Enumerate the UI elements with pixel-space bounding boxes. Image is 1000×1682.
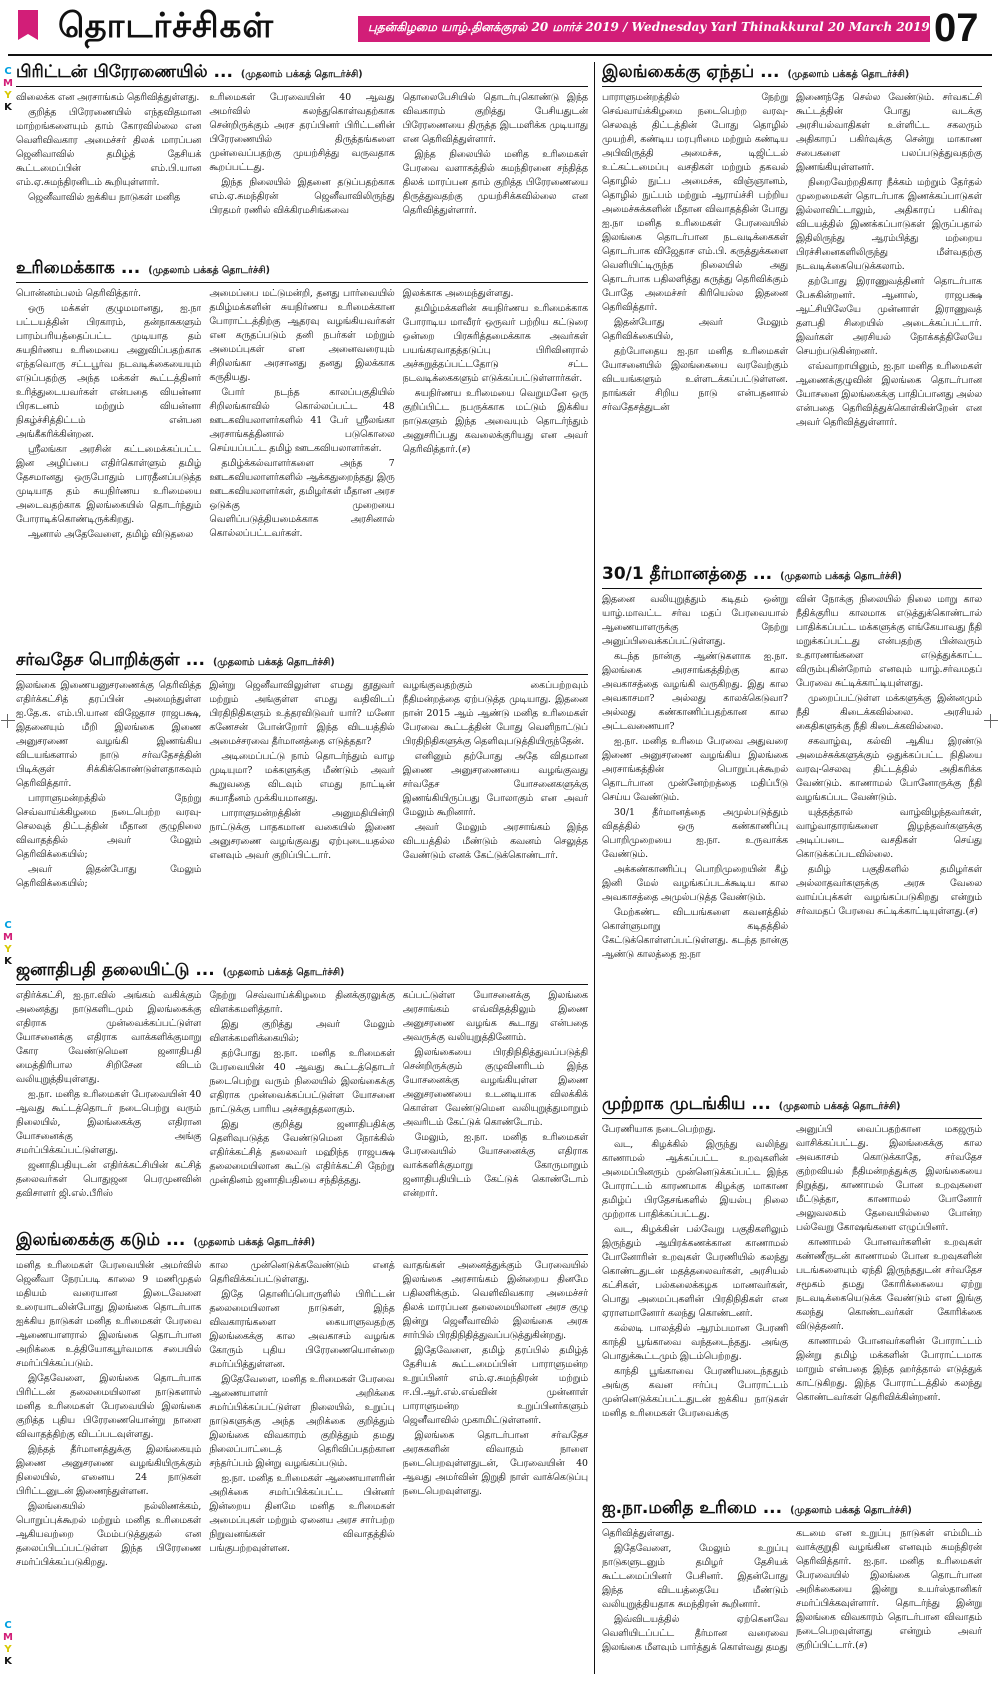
paragraph: இலங்கை தொடர்பான சர்வதேச அரசுகளின் விவாதம் நாளை நடைபெறவுள்ளதுடன், பேரவையின் 40 ஆவது அமர்வின் இறுதி நாள் வாக்கெடுப்பு நடைபெறவுள்ளது. [402,1430,588,1497]
paragraph: பொன்னம்பலம் தெரிவித்தார். [16,288,141,299]
paragraph: தற்போது ஐ.நா. மனித உரிமைகள் பேரவையின் 40 ஆவது கூட்டத்தொடர் நடைபெற்று வரும் நிலையில் இலங்கைக்கு எதிராக முன்வைக்கப்பட்டுள்ள யோசனை நாட்டுக்கு பாரிய அச்சுறுத்தலாகும். [209,1048,395,1115]
article-header [16,258,588,283]
paragraph: குறித்த பிரேரணையில் எந்தவிதமான மாற்றங்களையும் தாம் கோரவில்லை என வெளிவிவகார அமைச்சர் திலக் மாரப்பன ஜெனிவாவில் தமிழ்த் தேசியக் கூட்டமைப்பின் எம்.பி.யான எம்.ஏ.சுமந்திரனிடம் கூறியுள்ளார். [16,107,202,188]
article-column [209,989,394,1202]
paragraph: எதிர்க்கட்சி, ஐ.நா.வில் அங்கம் வகிக்கும் அனைத்து நாடுகளிடமும் இலங்கைக்கு எதிராக முன்வைக்கப்பட்டுள்ள யோசனைக்கு எதிராக வாக்களிக்குமாறு கோர வேண்டுமென ஜனாதிபதி மைத்திரிபால சிறிசேன விடம் வலியுறுத்தியுள்ளது. [16,990,202,1085]
paragraph: தெரிவித்துள்ளது. [602,1528,675,1539]
article-column [403,679,588,892]
article-title: ஜனாதிபதி தலையிட்டு ... [16,960,215,980]
article-column [403,1259,588,1571]
paragraph: ஐ.நா. மனித உரிமைகள் ஆணையாளரின் அறிக்கை சமர்ப்பிக்கப்பட்ட பின்னர் இன்றைய தினமே மனித உரிமைகள் அமைப்புகள் மற்றும் ஏனைய அரச சார்பற்ற நிறுவனங்கள் விவாதத்தில் பங்குபற்றவுள்ளன. [209,1473,395,1554]
paragraph: இலக்காக அமைந்துள்ளது. [402,288,514,299]
paragraph: அமைப்பை மட்டுமன்றி, தனது பார்வையில் தமிழ்மக்களின் சுயநிர்ணய உரிமைக்கான போராட்டத்திற்கு ஆதரவு வழங்கியவர்கள் என கருதப்படும் தனி நபர்கள் மற்றும் அமைப்புகள் என அனைவரையும் சிறிலங்கா அரசானது தனது இலக்காக கருதியது. [209,288,395,383]
paragraph: இதேவேளை, இலங்கை தொடர்பாக பிரிட்டன் தலைமையிலான நாடுகளால் மனித உரிமைகள் பேரவையில் இலங்கை குறித்த புதிய பிரேரணையொன்று நாளை விவாதத்திற்கு விடப்படவுள்ளது. [16,1373,202,1440]
article-column [16,287,201,543]
continuation-label: (முதலாம் பக்கத் தொடர்ச்சி) [778,1101,901,1112]
registration-mark-icon [984,714,998,728]
paragraph: ஐ.நா. மனித உரிமை பேரவை அதுவரை இணை அனுசரணை வழங்கிய இலங்கை அரசாங்கத்தின் பொறுப்புக்கூறல் தொடர்பான முன்னேற்றத்தை மதிப்பீடு செய்ய வேண்டும். [602,736,788,803]
continuation-label: (முதலாம் பக்கத் தொடர்ச்சி) [240,69,363,80]
paragraph: கடமை என உறுப்பு நாடுகள் எம்மிடம் வாக்குறுதி வழங்கின எனவும் சுமந்திரன் தெரிவித்தார். ஐ.நா. மனித உரிமைகள் பேரவையில் இலங்கை தொடர்பான அறிக்கையை இன்று உயர்ஸ்தானிகர் சமர்ப்பிக்கவுள்ளார். தொடர்ந்து இன்று இலங்கை விவகாரம் தொடர்பான விவாதம் நடைபெறவுள்ளது என்றும் அவர் குறிப்பிட்டார்.(ச) [796,1528,982,1651]
article-header [602,62,982,87]
article-title: இலங்கைக்கு கடும் ... [16,1230,186,1250]
paragraph: இதன்போது அவர் மேலும் தெரிவிக்கையில், [602,317,788,342]
registration-mark-icon [1,714,15,728]
paragraph: இணைந்தே செல்ல வேண்டும். சர்வகட்சி கூட்டத்தின் போது வடக்கு அரசியல்வாதிகள் உள்ளிட்ட சகலரும் அதிகாரப் பகிர்வுக்கு சென்று மாகாண சபைகளை பலப்படுத்துவதற்கு இணங்கியுள்ளனர். [796,92,982,173]
paragraph: அடிமைப்பட்டு நாம் தொடர்ந்தும் வாழ முடியுமா? மக்களுக்கு மீண்டும் அவர் கூறுவதை விடவும் எமது நாட்டின் சுயாதீனம் முக்கியமானது. [209,751,395,804]
paragraph: வட, கிழக்கில் இருந்து வலிந்து காணாமல் ஆக்கப்பட்ட உறவுகளின் அமைப்பினரும் முன்னெடுக்கப்பட்ட இந்த போராட்டம் காரணமாக கிழக்கு மாகாண தமிழ்ப் பிரதேசங்களில் இயல்பு நிலை முற்றாக பாதிக்கப்பட்டது. [602,1139,788,1220]
paragraph: நிறைவேற்றதிகார நீக்கம் மற்றும் தேர்தல் முறைமைகள் தொடர்பாக இணக்கப்பாடுகள் இல்லாவிட்டாலும், அதிகாரப் பகிர்வு விடயத்தில் இணக்கப்பாடுகள் இருப்பதால் இதிலிருந்து ஆரம்பித்து மற்றைய பிரச்சினைகளிலிருந்து மீள்வதற்கு நடவடிக்கையெடுக்கலாம். [796,177,982,272]
paragraph: இதேவேளை, தமிழ் தரப்பில் தமிழ்த் தேசியக் கூட்டமைப்பின் பாராளுமன்ற உறுப்பினர் எம்.ஏ.சுமந்திரன் மற்றும் ஈ.பி.ஆர்.எல்.எவ்வின் முன்னாள் பாராளுமன்ற உறுப்பினர்களும் ஜெனீவாவில் முகாமிட்டுள்ளனர். [402,1345,588,1426]
article-title: 30/1 தீர்மானத்தை ... [602,564,773,584]
article-column [209,679,394,892]
article-header [602,1094,982,1119]
article-header [16,62,588,87]
paragraph: ஜெனீவாவில் ஐக்கிய நாடுகள் மனித [28,192,181,203]
paragraph: இவ்விடயத்தில் ஏற்கெனவே வெளியிடப்பட்ட தீர்மான வரைவை இலங்கை மீளவும் பார்த்துக் கொள்வது தமது [602,1614,788,1653]
paragraph: வழங்குவதற்கும் கைப்பற்றவும் நீதிமன்றத்தை ஏற்படுத்த முடியாது. இதனை நான் 2015 ஆம் ஆண்டு மனித உரிமைகள் பேரவை கூட்டத்தின் போது வெளிநாட்டுப் பிரதிநிதிகளுக்கு தெளிவுபடுத்தியிருந்தேன். [402,680,588,747]
cmyk-k: K [4,102,12,113]
cmyk-m: M [3,932,13,943]
article-columns [16,679,588,892]
article-columns [16,287,588,543]
paragraph: தொலைபேசியில் தொடர்புகொண்டு இந்த விவகாரம் குறித்து பேசியதுடன் பிரேரணையை திருத்த இடமளிக்க முடியாது என தெரிவித்துள்ளார். [402,92,588,145]
paragraph: அவர் இதன்போது மேலும் தெரிவிக்கையில்; [16,864,202,889]
article-harsh [16,1230,588,1674]
cmyk-c: C [4,66,12,77]
article-why [602,62,982,558]
paragraph: ஜனாதிபதியுடன் எதிர்க்கட்சியின் கட்சித் தலைவர்கள் பொதுஜன பெரமுனவின் தவிசாளர் ஜி.எல்.பீரிஸ் [16,1160,202,1199]
paragraph: இது குறித்து அவர் மேலும் விளக்கமளிக்கையில்; [209,1019,395,1044]
cmyk-k: K [4,1656,12,1667]
paragraph: இது குறித்து ஜனாதிபதிக்கு தெளிவுபடுத்த வேண்டுமென நோக்கில் எதிர்க்கட்சித் தலைவர் மஹிந்த ராஜபக்ஷ தலைமையிலான கூட்டு எதிர்க்கட்சி நேற்று முன்தினம் ஜனாதிபதியை சந்தித்தது. [209,1119,395,1186]
continuation-label: (முதலாம் பக்கத் தொடர்ச்சி) [780,571,902,582]
article-resolution [602,564,982,1088]
article-header [602,1498,982,1523]
paragraph: வட, கிழக்கின் பல்வேறு பகுதிகளிலும் இருந்தும் ஆயிரக்கணக்கான காணாமல் போனோரின் உறவுகள் பேரணியில் கலந்து கொண்டதுடன் மதத்தலைவர்கள், அரசியல் கட்சிகள், பல்கலைக்கழக மாணவர்கள், பொது அமைப்புகளின் பிரதிநிதிகள் என ஏராளமானோர் கலந்து கொண்டனர். [602,1224,788,1319]
cmyk-mark-middle [2,920,14,968]
cmyk-k: K [4,956,12,967]
article-header [16,650,588,675]
article-column [602,593,788,963]
paragraph: இலங்கை இணையனுசரணைக்கு தெரிவித்த எதிர்க்கட்சித் தரப்பின் அமைந்துள்ள ஐ.தே.க. எம்.பி.யான விஜேதாச ராஜபக்ஷ, இதனையும் மீறி இலங்கை இணை அனுசரணை வழங்கி இணங்கிய விடயங்களால் நாடு சர்வதேசத்தின் பிடிக்குள் சிக்கிக்கொண்டுள்ளதாகவும் தெரிவித்தார். [16,680,202,789]
article-columns [602,1527,982,1656]
header-rule [8,54,992,56]
paragraph: சகவாழ்வு, கல்வி ஆகிய இரண்டு அமைச்சுக்களுக்கும் ஒதுக்கப்பட்ட நிதியை வரவு-செலவு திட்டத்தில் அதிகரிக்க வேண்டும். காணாமல் போனோருக்கு நீதி வழங்கப்பட வேண்டும். [796,736,982,803]
paragraph: வாதங்கள் அனைத்துக்கும் பேரவையில் இலங்கை அரசாங்கம் இன்றைய தினமே பதிலளிக்கும். வெளிவிவகார அமைச்சர் திலக் மாரப்பன தலைமையிலான அரச குழு இன்று ஜெனீவாவில் இலங்கை அரசு சார்பில் பிரதிநிதித்துவப்படுத்துகின்றது. [402,1260,588,1341]
article-britain [16,62,588,252]
cmyk-c: C [4,920,12,931]
paragraph: கால முன்னெடுக்கவேண்டும் எனத் தெரிவிக்கப்பட்டுள்ளது. [209,1260,395,1285]
cmyk-m: M [3,1632,13,1643]
paragraph: உரிமைகள் பேரவையின் 40 ஆவது அமர்வில் கலந்துகொள்வதற்காக சென்றிருக்கும் அரச தரப்பினர் பிரிட்டனின் பிரேரணையில் திருத்தங்களை முன்வைப்பதற்கு முயற்சித்து வருவதாக கூறப்பட்டது. [209,92,395,173]
article-column [796,593,982,963]
article-header [16,1230,588,1255]
continuation-label: (முதலாம் பக்கத் தொடர்ச்சி) [212,657,335,668]
paragraph: இந்த நிலையில் இதனை தடுப்பதற்காக எம்.ஏ.சுமந்திரன் ஜெனீவாவிலிருந்து பிரதமர் ரணில் விக்கிரமசிங்கவை [209,177,395,216]
cmyk-c: C [4,1620,12,1631]
article-column [796,1123,982,1422]
continuation-label: (முதலாம் பக்கத் தொடர்ச்சி) [148,265,270,276]
paragraph: இலங்கையில் நல்லிணக்கம், பொறுப்புக்கூறல் மற்றும் மனித உரிமைகள் ஆகியவற்றை மேம்படுத்துதல் என தலைப்பிடப்பட்டுள்ள இந்த பிரேரணை சமர்ப்பிக்கப்படுகிறது. [16,1501,202,1568]
article-column [16,91,201,219]
section-title: தொடர்ச்சிகள் [58,6,275,46]
article-president [16,960,588,1224]
article-columns [16,989,588,1202]
cmyk-y: Y [4,1644,12,1655]
paragraph: 30/1 தீர்மானத்தை அமுல்படுத்தும் விதத்தில் ஒரு கண்காணிப்பு பொறிமுறையை ஐ.நா. உருவாக்க வேண்டும். [602,807,788,860]
paragraph: மேலும், ஐ.நா. மனித உரிமைகள் பேரவையில் யோசனைக்கு எதிராக வாக்களிக்குமாறு கோருமாறும் ஜனாதிபதியிடம் கேட்டுக் கொண்டோம் என்றார். [402,1132,588,1199]
paragraph: காந்தி பூங்காவை பேரணியடைந்ததும் அங்கு கவன ஈர்ப்பு போராட்டம் முன்னெடுக்கப்பட்டதுடன் ஐக்கிய நாடுகள் மனித உரிமைகள் பேரவைக்கு [602,1366,788,1419]
paragraph: காணாமல் போனவர்களின் போராட்டம் இன்று தமிழ் மக்களின் போராட்டமாக மாறும் என்பதை இந்த ஹர்த்தால் எடுத்துக் காட்டுகிறது. இந்த போராட்டத்தில் கலந்து கொண்டவர்கள் தெரிவிக்கின்றனர். [796,1336,982,1403]
article-rights [16,258,588,644]
paragraph: பேரணியாக நடைபெற்றது. [602,1124,716,1135]
paragraph: நேற்று செவ்வாய்க்கிழமை தினக்குரலுக்கு விளக்கமளித்தார். [209,990,395,1015]
paragraph: கடந்த நான்கு ஆண்டுகளாக ஐ.நா. இலங்கை அரசாங்கத்திற்கு கால அவகாசத்தை வழங்கி வருகிறது. இது கால அவகாசமா? அல்லது காலக்கெடுவா? அல்லது கண்காணிப்பதற்கான கால அட்டவணையா? [602,651,788,732]
article-title: முற்றாக முடங்கிய ... [602,1094,771,1114]
continuation-label: (முதலாம் பக்கத் தொடர்ச்சி) [790,1505,912,1516]
paragraph: சுயநிர்ணய உரிமையை வெறுமனே ஒரு குறிப்பிட்ட நபருக்காக மட்டும் இக்கிய நாடுகளும் இந்த அவையும் தொடர்ந்தும் அனுசரிப்பது கவலைக்குரியது என அவர் தெரிவித்தார்.(ச) [402,388,588,455]
cmyk-mark-bottom [2,1620,14,1668]
article-column [403,989,588,1202]
paragraph: பாராளுமன்றத்தில் நேற்று செவ்வாய்க்கிழமை நடைபெற்ற வரவு- செலவுத் திட்டத்தின் மீதான குழுநிலை விவாதத்தில் அவர் மேலும் தெரிவிக்கையில்; [16,793,202,860]
continuation-label: (முதலாம் பக்கத் தொடர்ச்சி) [222,967,345,978]
paragraph: இலங்கையை பிரதிநிதித்துவப்படுத்தி சென்றிருக்கும் குழுவினரிடம் இந்த யோசனைக்கு வழங்கியுள்ள இணை அனுசரணையை உடனடியாக விலக்கிக் கொள்ள வேண்டுமென வலியுறுத்துமாறும் அவரிடம் கேட்டுக் கொண்டோம். [402,1047,588,1128]
paragraph: கப்பட்டுள்ள யோசனைக்கு இலங்கை அரசாங்கம் எவ்விதத்திலும் இணை அனுசரணை வழங்க கூடாது என்பதை அவருக்கு வலியுறுத்தினோம். [402,990,588,1043]
paragraph: பாராளுமன்றத்தின் அனுமதியின்றி நாட்டுக்கு பாதகமான வகையில் இணை அனுசரணை வழங்குவது ஏற்புடையதல்ல எனவும் அவர் குறிப்பிட்டார். [209,808,395,861]
paragraph: ஸ்ரீலங்கா அரசின் கட்டமைக்கப்பட்ட இன அழிப்பை எதிர்கொள்ளும் தமிழ் தேசமானது ஒருபோதும் பாரதீனப்படுத்த முடியாத தம் சுயநிர்ணய உரிமையை அடைவதற்காக இலங்கையில் தொடர்ந்தும் போராடிக்கொண்டிருக்கிறது. [16,444,202,525]
article-columns [16,1259,588,1571]
dateline: புதன்கிழமை யாழ்.தினக்குரல் 20 மார்ச் 2019 / Wednesday Yarl Thinakkural 20 March 2019 [368,20,930,34]
article-columns [602,593,982,963]
paragraph: விலைக்க என அரசாங்கம் தெரிவித்துள்ளது. [16,92,200,103]
paragraph: தமிழ்க்கல்வாளர்களை அந்த 7 ஊடகவியலாளர்களில் ஆக்கதுறைந்தது இரு ஊடகவியலாளர்கள், தமிழர்கள் மீதான அரச ஒடுக்கு முறையை வெளிப்படுத்தியமைக்காக அரசினால் கொல்லப்பட்டவர்கள். [209,458,395,539]
continuation-label: (முதலாம் பக்கத் தொடர்ச்சி) [787,69,910,80]
paragraph: போர் நடந்த காலப்பகுதியில் சிறிலங்காவில் கொல்லப்பட்ட 48 ஊடகவியலாளர்களில் 41 பேர் ஸ்ரீலங்கா அரசாங்கத்தினால் படுகொலை செய்யப்பட்ட தமிழ் ஊடகவியலாளர்கள். [209,387,395,454]
paragraph: யுத்தத்தால் வாழ்விழந்தவர்கள், வாழ்வாதாரங்களை இழந்தவர்களுக்கு அடிப்படை வசதிகள் செய்து கொடுக்கப்படவில்லை. [796,807,982,860]
paragraph: மனித உரிமைகள் பேரவையின் அமர்வில் ஜெனீவா நேரப்படி காலை 9 மணிமுதல் மதியம் வரையான இடைவேளை உரையாடலின்போது இலங்கை தொடர்பாக ஐக்கிய நாடுகள் மனித உரிமைகள் பேரவை ஆணையாளரால் இலங்கை தொடர்பான அறிக்கை உத்தியோகபூர்வமாக சபையில் சமர்ப்பிக்கப்படும். [16,1260,202,1369]
paragraph: இந்தத் தீர்மானத்துக்கு இலங்கையும் இணை அனுசரணை வழங்கியிருக்கும் நிலையில், எனைய 24 நாடுகள் பிரிட்டனுடன் இணைந்துள்ளன. [16,1444,202,1497]
paragraph: பாராளுமன்றத்தில் நேற்று செவ்வாய்க்கிழமை நடைபெற்ற வரவு-செலவுத் திட்டத்தின் போது தொழில் முயற்சி, கண்டிய மரபுரிமை மற்றும் கண்டிய அபிவிருத்தி அமைச்சு, டிஜிட்டல் உட்கட்டமைப்பு வசதிகள் மற்றும் தகவல் தொழில் நுட்ப அமைச்சு, விஞ்ஞானம், தொழில் நுட்பம் மற்றும் ஆராய்ச்சி பற்றிய அமைச்சுக்களின் மீதான விவாதத்தின் போது ஐ.நா மனித உரிமைகள் பேரவையில் இலங்கை தொடர்பான நடவடிக்கைகள் தொடர்பாக விஜேதாச எம்.பி. கருத்துக்களை வெளியிட்டிருந்த நிலையில் அது தொடர்பாக பதிலளித்து கருத்து தெரிவிக்கும் போதே அமைச்சர் கிரியெல்ல இதனை தெரிவித்தார். [602,92,788,313]
paragraph: வின் நோக்கு நிலையில் நிலை மாறு கால நீதிக்குரிய காலமாக எடுத்துக்கொண்டால் பாதிக்கப்பட்ட மக்களுக்கு எங்கேயாவது நீதி மறுக்கப்பட்டது என்பதற்கு பின்வரும் உதாரணங்களை எடுத்துக்காட்ட விரும்புகின்றோம் எனவும் யாழ்.சர்வமதப் பேரவை சுட்டிக்காட்டியுள்ளது. [796,594,982,689]
article-column [209,287,394,543]
page-number: 07 [934,6,979,50]
article-column [16,679,201,892]
paragraph: அக்கண்காணிப்பு பொறிமுறையின் கீழ் இனி மேல் வழங்கப்படக்கூடிய கால அவகாசத்தை அமுல்படுத்த வேண்டும். [602,864,788,903]
newspaper-logo-icon [18,10,38,40]
paragraph: மேற்கண்ட விடயங்களை கவனத்தில் கொள்ளுமாறு கடிதத்தில் கேட்டுக்கொள்ளப்பட்டுள்ளது. கடந்த நான்கு ஆண்டு காலத்தை ஐ.நா [602,907,788,960]
continuation-label: (முதலாம் பக்கத் தொடர்ச்சி) [193,1237,316,1248]
paragraph: தற்போதைய ஐ.நா மனித உரிமைகள் யோசனையில் இலங்கையை வரவேற்கும் விடயங்களும் உள்ளடக்கப்பட்டுள்ளன. நாங்கள் சிறிய நாடு என்பதனால் சர்வதேசத்துடன் [602,346,788,413]
article-column [16,989,201,1202]
article-column [403,287,588,543]
article-title: சர்வதேச பொறிக்குள் ... [16,650,205,670]
paragraph: இன்று ஜெனீவாவிலுள்ள எமது தூதுவர் மற்றும் அங்குள்ள எமது வதிவிடப் பிரதிநிதிகளும் உத்தரவிடுவர் யார்? மனோ கணேசன் போன்றோர் இந்த விடயத்தில் அமைச்சரவை தீர்மானத்தை எடுத்ததா? [209,680,395,747]
paragraph: இதேவேளை, மனித உரிமைகள் பேரவை ஆணையாளர் அறிக்கை சமர்ப்பிக்கப்பட்டுள்ள நிலையில், உறுப்பு நாடுகளுக்கு அந்த அறிக்கை குறித்தும் இலங்கை விவகாரம் குறித்தும் தமது நிலைப்பாட்டைத் தெரிவிப்பதற்கான சந்தர்ப்பம் இன்று வழங்கப்படும். [209,1374,395,1469]
cmyk-y: Y [4,90,12,101]
article-header [16,960,588,985]
paragraph: ஐ.நா. மனித உரிமைகள் பேரவையின் 40 ஆவது கூட்டத்தொடர் நடைபெற்று வரும் நிலையில், இலங்கைக்கு எதிரான யோசனைக்கு அங்கு சமர்ப்பிக்கப்பட்டுள்ளது. [16,1089,202,1156]
paragraph: தற்போது இராணுவத்தினர் தொடர்பாக பேசுகின்றனர். ஆனால், ராஜபக்ஷ ஆட்சியிலேயே முன்னாள் இராணுவத் தளபதி சிறையில் அடைக்கப்பட்டார். இவர்கள் அரசியல் நோக்கத்திலேயே செயற்படுகின்றனர். [796,276,982,357]
paragraph: கல்லடி பாலத்தில் ஆரம்பமான பேரணி காந்தி பூங்காவை வந்தடைந்தது. அங்கு பொதுக்கூட்டமும் இடம்பெற்றது. [602,1323,788,1362]
article-columns [602,91,982,431]
article-column [209,91,394,219]
article-column [796,1527,982,1656]
paragraph: அனுப்பி வைப்பதற்கான மகஜரும் வாசிக்கப்பட்டது. இலங்கைக்கு கால அவகாசம் கொடுக்காதே, சர்வதேச குற்றவியல் நீதிமன்றத்துக்கு இலங்கையை நிறுத்து, காணாமல் போன உறவுகளை மீட்டுத்தா, காணாமல் போனோர் அலுவலகம் தேவையில்லை போன்ற பல்வேறு கோஷங்களை எழுப்பினர். [796,1124,982,1233]
article-column [602,1527,788,1656]
cmyk-y: Y [4,944,12,955]
article-column [16,1259,201,1571]
paragraph: எனினும் தற்போது அதே விதமான இணை அனுசரணையை வழங்குவது சர்வதேச யோசனைகளுக்கு இணங்கியிருப்பது போலாகும் என அவர் மேலும் கூறினார். [402,751,588,818]
cmyk-mark-top [2,66,14,114]
paragraph: இதனை வலியுறுத்தும் கடிதம் ஒன்று யாழ்.மாவட்ட சர்வ மதப் பேரவையால் ஆணையாளருக்கு நேற்று அனுப்பிவைக்கப்பட்டுள்ளது. [602,594,788,647]
article-un-rights [602,1498,982,1674]
paragraph: அவர் மேலும் அரசாங்கம் இந்த விடயத்தில் மீண்டும் கவனம் செலுத்த வேண்டும் எனக் கேட்டுக்கொண்டார். [402,822,588,861]
paragraph: தமிழ்மக்களின் சுயநிர்ணய உரிமைக்காக போராடிய மாவீரர் ஒருவர் பற்றிய கட்டுரை ஒன்றை பிரசுரித்தமைக்காக அவர்கள் பயங்கரவாதத்தடுப்பு பிரிவினரால் அச்சுறுத்தப்பட்டதோடு சட்ட நடவடிக்கைகளும் எடுக்கப்பட்டுள்ளார்கள். [402,303,588,384]
paragraph: தமிழ் பகுதிகளில் தமிழர்கள் அல்லாதவர்களுக்கு அரசு வேலை வாய்ப்புக்கள் வழங்கப்படுகிறது என்றும் சர்வமதப் பேரவை சுட்டிக்காட்டியுள்ளது.(ச) [796,864,982,917]
article-strike [602,1094,982,1492]
article-universal-trap [16,650,588,954]
paragraph: இதே தொனிப்பொருளில் பிரிட்டன் தலைமையிலான நாடுகள், இந்த விவகாரங்களை கையாளுவதற்கு இலங்கைக்கு கால அவகாசம் வழங்க கோரும் புதிய பிரேரணையொன்றை சமர்ப்பித்துள்ளன. [209,1289,395,1370]
article-title: உரிமைக்காக ... [16,258,141,278]
article-column [602,1123,788,1422]
article-columns [16,91,588,219]
article-title: இலங்கைக்கு ஏந்தப் ... [602,62,780,82]
paragraph: முறைப்பட்டுள்ள மக்களுக்கு இன்னமும் நீதி கிடைக்கவில்லை. அரசியல் கைதிகளுக்கு நீதி கிடைக்கவில்லை. [796,693,982,732]
paragraph: காணாமல் போனவர்களின் உறவுகள் கண்ணீருடன் காணாமல் போன உறவுகளின் படங்களையும் ஏந்தி இருந்ததுடன் சர்வதேச சமூகம் தமது கோரிக்கையை ஏற்று நடவடிக்கையெடுக்க வேண்டும் என இங்கு கலந்து கொண்டவர்கள் கோரிக்கை விடுத்தனர். [796,1237,982,1332]
article-title: ஐ.நா.மனித உரிமை ... [602,1498,783,1518]
article-title: பிரிட்டன் பிரேரணையில் ... [16,62,233,82]
paragraph: இதேவேளை, மேலும் உறுப்பு நாடுகளுடனும் தமிழர் தேசியக் கூட்டமைப்பினர் பேசினர். இதன்போது இந்த விடயத்தையே மீண்டும் வலியுறுத்தியதாக சுமந்திரன் கூறினார். [602,1543,788,1610]
page-header [0,0,1000,58]
article-column [209,1259,394,1571]
paragraph: இந்த நிலையில் மனித உரிமைகள் பேரவை வளாகத்தில் சுமந்திரனை சந்தித்த திலக் மாரப்பன தாம் குறித்த பிரேரணையை திருத்துவதற்கு முயற்சிக்கவில்லை என தெரிவித்துள்ளார். [402,149,588,216]
article-header [602,564,982,589]
cmyk-m: M [3,78,13,89]
article-columns [602,1123,982,1422]
paragraph: ஒரு மக்கள் குழுமமானது, ஐ.நா பட்டயத்தின் பிரகாரம், தன்நாசுகளும் பாரம்பரியத்தைப்பட்ட முடியாத தம் சுயநிர்ணய உரிமையை அனுவிப்பதற்காக எந்தவொரு சட்டபூர்வ நடவடிக்கையையும் எடுப்பதற்கு அந்த மக்கள் கூட்டத்தினர் உரித்துடையவர்கள் என்பதை வியன்னா பிரகடனம் மற்றும் வியன்னா நிகழ்ச்சித்திட்டம் என்பன அங்கீகரிக்கின்றன. [16,303,202,440]
column-divider [594,62,595,1674]
article-column [796,91,982,431]
article-column [602,91,788,431]
paragraph: எவ்வாறாயினும், ஐ.நா மனித உரிமைகள் ஆணைக்குழுவின் இலங்கை தொடர்பான யோசனை இலங்கைக்கு பாதிப்பானது அல்ல என்பதை தெரிவித்துக்கொள்கின்றேன் என அவர் தெரிவித்துள்ளார். [796,361,982,428]
paragraph: ஆனால் அதேவேளை, தமிழ் விடுதலை [28,529,193,540]
article-column [403,91,588,219]
